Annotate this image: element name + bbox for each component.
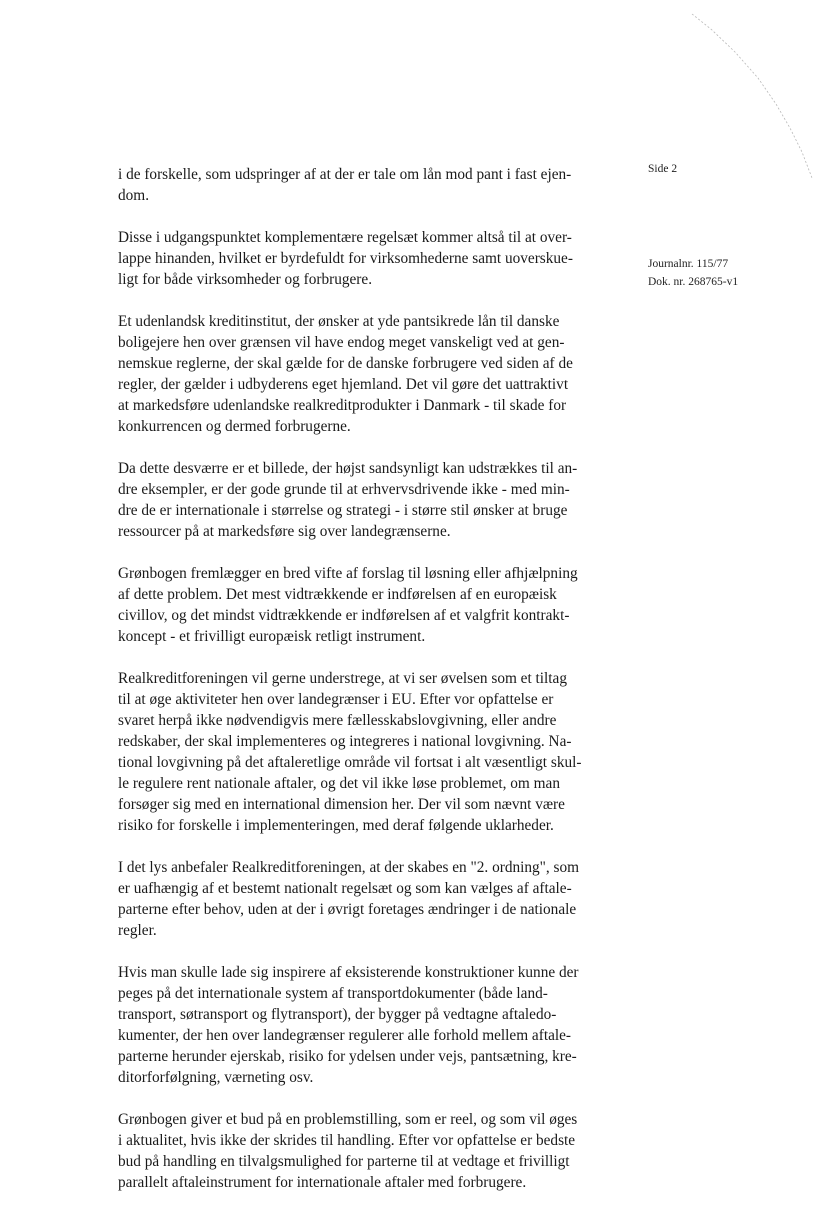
paragraph — [118, 458, 618, 542]
text-line: regler. — [118, 922, 157, 939]
text-line: Grønbogen fremlægger en bred vifte af forslag til løsning eller afhjælpning — [118, 565, 578, 582]
text-line: ditorforfølgning, værneting osv. — [118, 1069, 314, 1086]
paragraph — [118, 962, 618, 1088]
text-line: redskaber, der skal implementeres og integreres i national lovgivning. Na- — [118, 733, 572, 750]
paragraph — [118, 1109, 618, 1193]
letter-body — [118, 164, 618, 1214]
text-line: Hvis man skulle lade sig inspirere af eksisterende konstruktioner kunne der — [118, 964, 579, 981]
paragraph — [118, 857, 618, 941]
text-line: le regulere rent nationale aftaler, og det vil ikke løse problemet, om man — [118, 775, 560, 792]
text-line: Realkreditforeningen vil gerne understrege, at vi ser øvelsen som et tiltag — [118, 670, 567, 687]
paragraph — [118, 164, 618, 206]
document-reference — [648, 255, 798, 291]
text-line: kumenter, der hen over landegrænser regulerer alle forhold mellem aftale- — [118, 1027, 571, 1044]
text-line: transport, søtransport og flytransport), der bygger på vedtagne aftaledo- — [118, 1006, 557, 1023]
text-line: I det lys anbefaler Realkreditforeningen, at der skabes en "2. ordning", som — [118, 859, 580, 876]
text-line: dre eksempler, er der gode grunde til at erhvervsdrivende ikke - med min- — [118, 481, 570, 498]
page-number-label: Side 2 — [648, 163, 678, 175]
text-line: at markedsføre udenlandske realkreditprodukter i Danmark - til skade for — [118, 397, 567, 414]
text-line: Da dette desværre er et billede, der højst sandsynligt kan udstrækkes til an- — [118, 460, 578, 477]
text-line: peges på det internationale system af transportdokumenter (både land- — [118, 985, 548, 1002]
text-line: i de forskelle, som udspringer af at der er tale om lån mod pant i fast ejen- — [118, 166, 572, 183]
text-line: dre de er internationale i størrelse og strategi - i større stil ønsker at bruge — [118, 502, 568, 519]
text-line: konkurrencen og dermed forbrugerne. — [118, 418, 351, 435]
text-line: lappe hinanden, hvilket er byrdefuldt for virksomhederne samt uoverskue- — [118, 250, 573, 267]
text-line: risiko for forskelle i implementeringen, med deraf følgende uklarheder. — [118, 817, 554, 834]
text-line: parterne efter behov, uden at der i øvrigt foretages ændringer i de nationale — [118, 901, 577, 918]
text-line: parterne herunder ejerskab, risiko for ydelsen under vejs, pantsætning, kre- — [118, 1048, 577, 1065]
text-line: boligejere hen over grænsen vil have endog meget vanskeligt ved at gen- — [118, 334, 565, 351]
paragraph — [118, 227, 618, 290]
text-line: civillov, og det mindst vidtrækkende er indførelsen af et valgfrit kontrakt- — [118, 607, 570, 624]
text-line: er uafhængig af et bestemt nationalt regelsæt og som kan vælges af aftale- — [118, 880, 572, 897]
journal-number: Journalnr. 115/77 — [648, 258, 729, 270]
paragraph — [118, 311, 618, 437]
text-line: i aktualitet, hvis ikke der skrides til handling. Efter vor opfattelse er bedste — [118, 1132, 576, 1149]
text-line: svaret herpå ikke nødvendigvis mere fællesskabslovgivning, eller andre — [118, 712, 557, 729]
text-line: Disse i udgangspunktet komplementære regelsæt kommer altså til at over- — [118, 229, 572, 246]
text-line: bud på handling en tilvalgsmulighed for parterne til at vedtage et frivilligt — [118, 1153, 570, 1170]
text-line: nemskue reglerne, der skal gælde for de danske forbrugere ved siden af de — [118, 355, 573, 372]
text-line: ligt for både virksomheder og forbrugere. — [118, 271, 373, 288]
text-line: koncept - et frivilligt europæisk retligt instrument. — [118, 628, 426, 645]
document-number: Dok. nr. 268765-v1 — [648, 276, 739, 288]
text-line: tional lovgivning på det aftaleretlige område vil fortsat i alt væsentligt skul- — [118, 754, 582, 771]
text-line: Et udenlandsk kreditinstitut, der ønsker at yde pantsikrede lån til danske — [118, 313, 560, 330]
text-line: forsøger sig med en international dimension her. Der vil som nævnt være — [118, 796, 565, 813]
text-line: til at øge aktiviteter hen over landegrænser i EU. Efter vor opfattelse er — [118, 691, 554, 708]
text-line: parallelt aftaleinstrument for internationale aftaler med forbrugere. — [118, 1174, 527, 1191]
paragraph — [118, 668, 618, 836]
text-line: ressourcer på at markedsføre sig over landegrænserne. — [118, 523, 451, 540]
text-line: dom. — [118, 187, 150, 204]
text-line: af dette problem. Det mest vidtrækkende er indførelsen af en europæisk — [118, 586, 557, 603]
text-line: regler, der gælder i udbyderens eget hjemland. Det vil gøre det uattraktivt — [118, 376, 569, 393]
paragraph — [118, 563, 618, 647]
text-line: Grønbogen giver et bud på en problemstilling, som er reel, og som vil øges — [118, 1111, 578, 1128]
page-number — [648, 160, 798, 178]
